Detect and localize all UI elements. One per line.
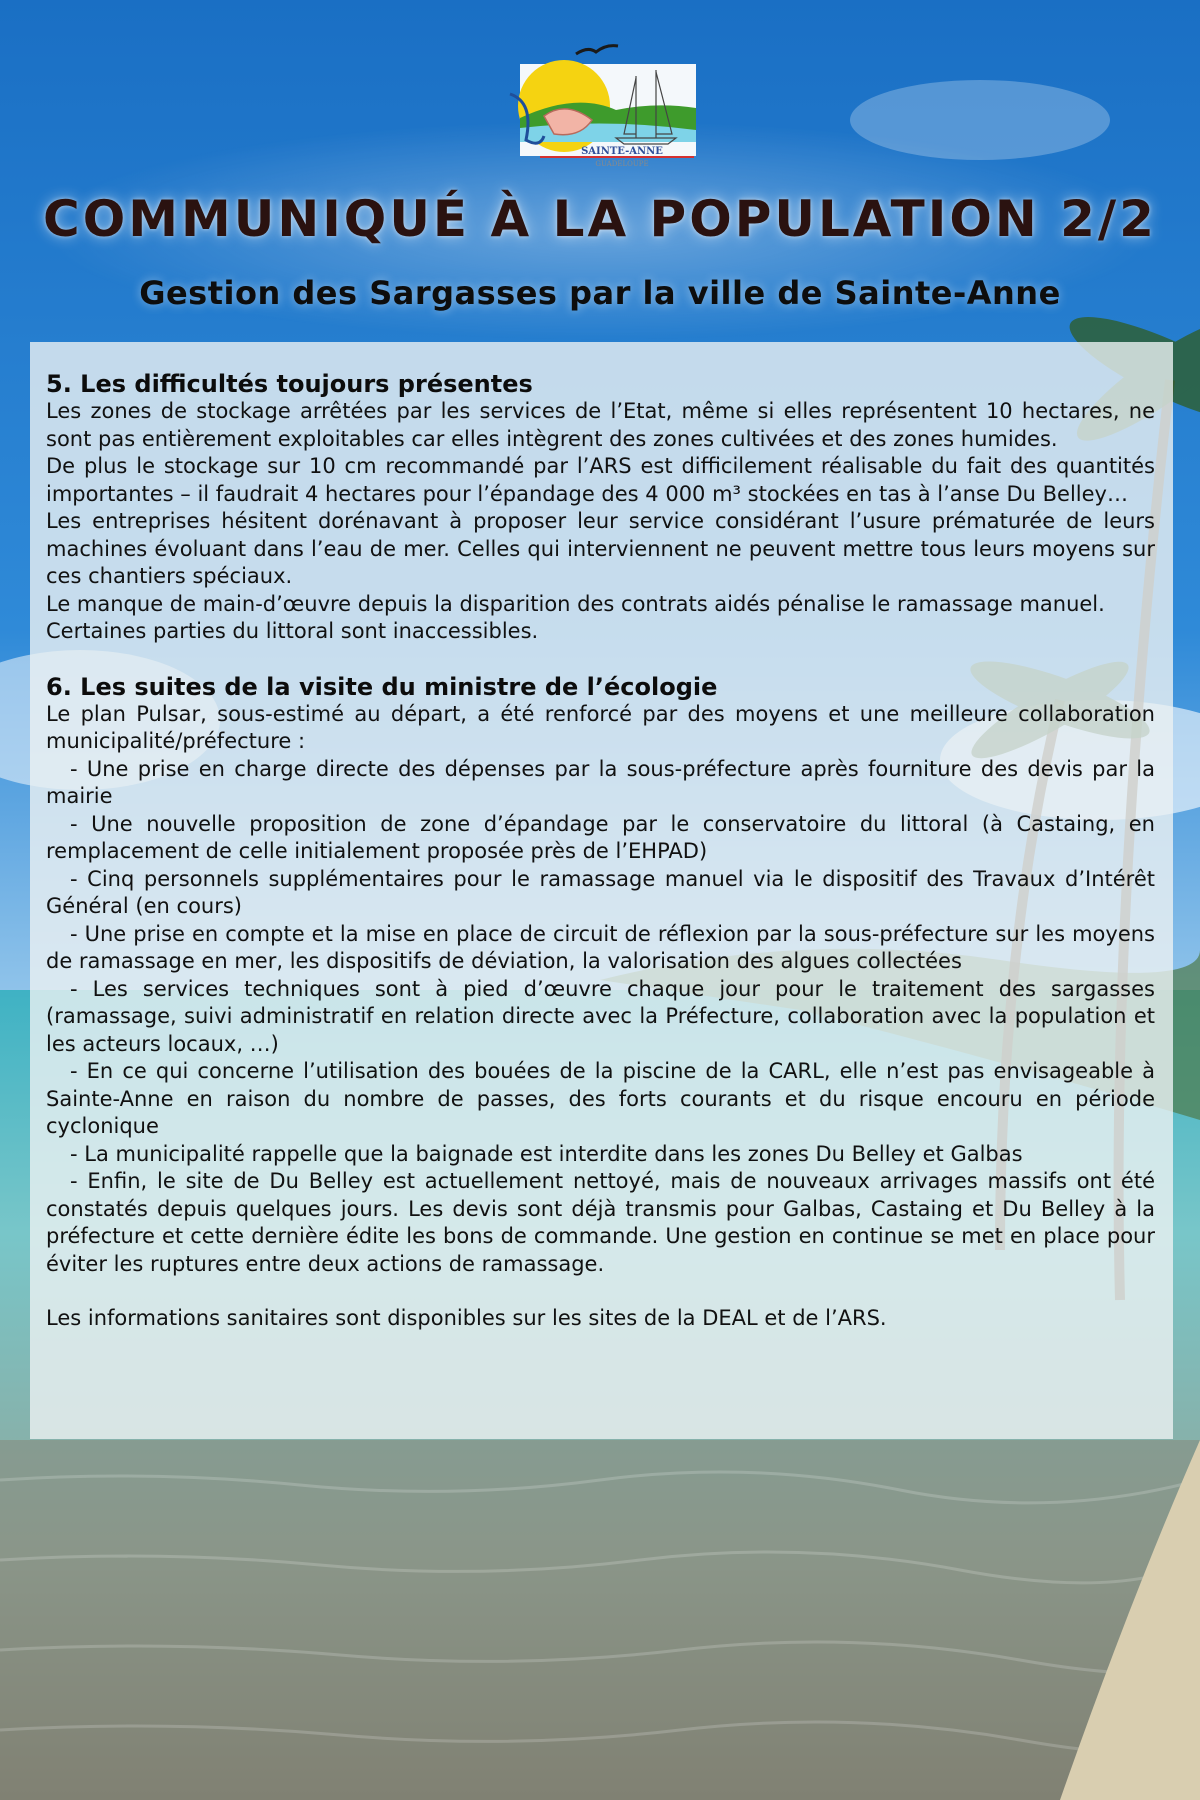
section-6-list-item: - Les services techniques sont à pied d’œuvre chaque jour pour le traitement des sargasses (ramassage, suivi administratif en relation directe avec la Préfecture, collaboration avec la population et les acteurs locaux, …) — [46, 976, 1155, 1056]
section-6-list-item: - Une prise en charge directe des dépenses par la sous-préfecture après fourniture des devis par la mairie — [46, 756, 1155, 808]
section-5-paragraph: Certaines parties du littoral sont inaccessibles. — [46, 619, 539, 643]
section-6-intro: Le plan Pulsar, sous-estimé au départ, a été renforcé par des moyens et une meilleure collaboration municipalité/préfecture : — [46, 701, 1155, 753]
section-spacer — [46, 1278, 1155, 1305]
section-5-paragraph: Les zones de stockage arrêtées par les services de l’Etat, même si elles représentent 10 hectares, ne sont pas entièrement exploitables car elles intègrent des zones cultivées et des zones humides. — [46, 399, 1155, 451]
section-5-paragraph: Les entreprises hésitent dorénavant à proposer leur service considérant l’usure prématurée de leurs machines évoluant dans l’eau de mer. Celles qui interviennent ne peuvent mettre tous leurs moyens sur ces chantiers spéciaux. — [46, 509, 1155, 588]
section-5-paragraph: Le manque de main-d’œuvre depuis la disparition des contrats aidés pénalise le ramassage manuel. — [46, 591, 1105, 616]
section-6-list-item: - Cinq personnels supplémentaires pour le ramassage manuel via le dispositif des Travaux d’Intérêt Général (en cours) — [46, 866, 1155, 918]
content-panel — [30, 342, 1173, 1439]
section-6-list-item: - En ce qui concerne l’utilisation des bouées de la piscine de la CARL, elle n’est pas envisageable à Sainte-Anne en raison du nombre de passes, des forts courants et du risque encouru en période cyclonique — [46, 1059, 1155, 1138]
section-6-list-item: - Enfin, le site de Du Belley est actuellement nettoyé, mais de nouveaux arrivages massifs ont été constatés depuis quelques jours. Les devis sont déjà transmis pour Galbas, Castaing et Du Belley à la préfecture et cette dernière édite les bons de commande. Une gestion en continue se met en place pour éviter les ruptures entre deux actions de ramassage. — [46, 1169, 1155, 1276]
logo-subtext: GUADELOUPE — [595, 160, 649, 168]
section-5-paragraph: De plus le stockage sur 10 cm recommandé par l’ARS est difficilement réalisable du fait des quantités importantes – il faudrait 4 hectares pour l’épandage des 4 000 m³ stockées en tas à l’anse Du Belley… — [46, 454, 1155, 506]
footer-note: Les informations sanitaires sont disponibles sur les sites de la DEAL et de l’ARS. — [46, 1306, 887, 1330]
section-spacer — [46, 646, 1155, 673]
sainte-anne-logo — [496, 38, 706, 168]
section-6-list-item: - La municipalité rappelle que la baignade est interdite dans les zones Du Belley et Galbas — [70, 1141, 1023, 1166]
section-6-list-item: - Une prise en compte et la mise en place de circuit de réflexion par la sous-préfecture sur les moyens de ramassage en mer, les dispositifs de déviation, la valorisation des algues collectées — [46, 921, 1155, 973]
section-6-heading: 6. Les suites de la visite du ministre de l’écologie — [46, 672, 718, 701]
page-subtitle: Gestion des Sargasses par la ville de Sainte-Anne — [139, 274, 1061, 312]
page-title: COMMUNIQUÉ À LA POPULATION 2/2 — [43, 190, 1157, 248]
logo-text: SAINTE-ANNE — [581, 146, 663, 157]
section-5-heading: 5. Les difficultés toujours présentes — [46, 370, 533, 398]
section-6-list-item: - Une nouvelle proposition de zone d’épandage par le conservatoire du littoral (à Castaing, en remplacement de celle initialement proposée près de l’EHPAD) — [46, 811, 1155, 863]
